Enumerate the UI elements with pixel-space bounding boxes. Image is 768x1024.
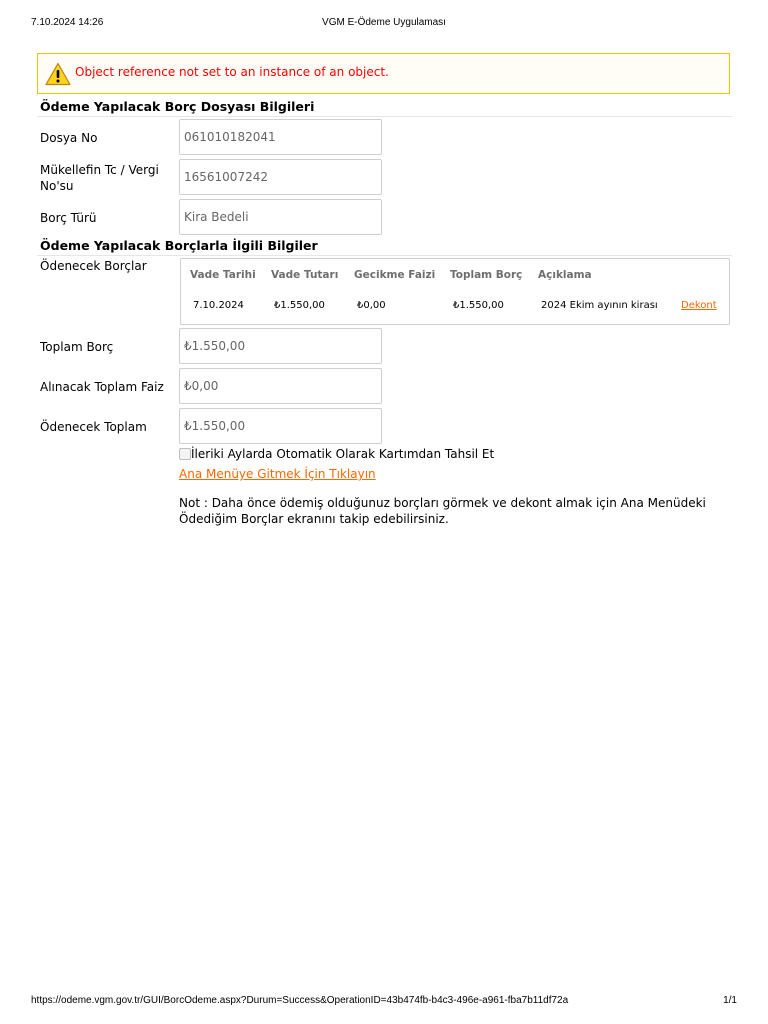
total-interest-field[interactable]: ₺0,00 (179, 368, 382, 404)
page-number: 1/1 (723, 995, 737, 1006)
cell-description: 2024 Ekim ayının kirası (541, 300, 658, 311)
warning-icon (45, 62, 71, 86)
info-note: Not : Daha önce ödemiş olduğunuz borçları görmek ve dekont almak için Ana Menüdeki Ödediğim Borçlar ekranını takip edebilirsiniz. (179, 496, 706, 526)
print-footer (0, 995, 768, 1009)
file-section-title: Ödeme Yapılacak Borç Dosyası Bilgileri (40, 99, 315, 114)
total-debt-label: Toplam Borç (40, 340, 114, 354)
print-date: 7.10.2024 14:26 (31, 17, 104, 28)
column-header-late-interest: Gecikme Faizi (354, 269, 436, 281)
cell-late-interest: ₺0,00 (357, 300, 386, 311)
print-header (0, 17, 768, 31)
debts-section-title: Ödeme Yapılacak Borçlarla İlgili Bilgiler (40, 238, 318, 253)
tax-id-label: Mükellefin Tc / Vergi No'su (40, 163, 159, 193)
file-no-field[interactable]: 061010182041 (179, 119, 382, 155)
print-title: VGM E-Ödeme Uygulaması (322, 17, 446, 28)
total-debt-field[interactable]: ₺1.550,00 (179, 328, 382, 364)
column-header-total-debt: Toplam Borç (450, 269, 523, 281)
tax-id-field[interactable]: 16561007242 (179, 159, 382, 195)
autopay-label: İleriki Aylarda Otomatik Olarak Kartımdan Tahsil Et (191, 447, 495, 461)
dekont-link[interactable]: Dekont (681, 300, 717, 311)
main-menu-link[interactable]: Ana Menüye Gitmek İçin Tıklayın (179, 467, 376, 481)
autopay-checkbox[interactable] (179, 448, 191, 460)
cell-total-debt: ₺1.550,00 (453, 300, 504, 311)
column-header-due-amount: Vade Tutarı (271, 269, 339, 281)
column-header-due-date: Vade Tarihi (190, 269, 256, 281)
alert-message: Object reference not set to an instance of an object. (75, 65, 389, 79)
amount-payable-label: Ödenecek Toplam (40, 420, 147, 434)
amount-payable-field[interactable]: ₺1.550,00 (179, 408, 382, 444)
section-divider (37, 255, 732, 256)
total-interest-label: Alınacak Toplam Faiz (40, 380, 164, 394)
section-divider (37, 116, 732, 117)
file-no-label: Dosya No (40, 131, 98, 145)
column-header-description: Açıklama (538, 269, 592, 281)
debts-table-label: Ödenecek Borçlar (40, 259, 147, 273)
debt-type-field[interactable]: Kira Bedeli (179, 199, 382, 235)
error-alert (37, 53, 730, 94)
cell-due-date: 7.10.2024 (193, 300, 244, 311)
cell-due-amount: ₺1.550,00 (274, 300, 325, 311)
page-url: https://odeme.vgm.gov.tr/GUI/BorcOdeme.aspx?Durum=Success&OperationID=43b474fb-b4c3-496e-a961-fba7b11df72a (31, 995, 569, 1006)
debts-table (180, 258, 730, 325)
debt-type-label: Borç Türü (40, 211, 97, 225)
